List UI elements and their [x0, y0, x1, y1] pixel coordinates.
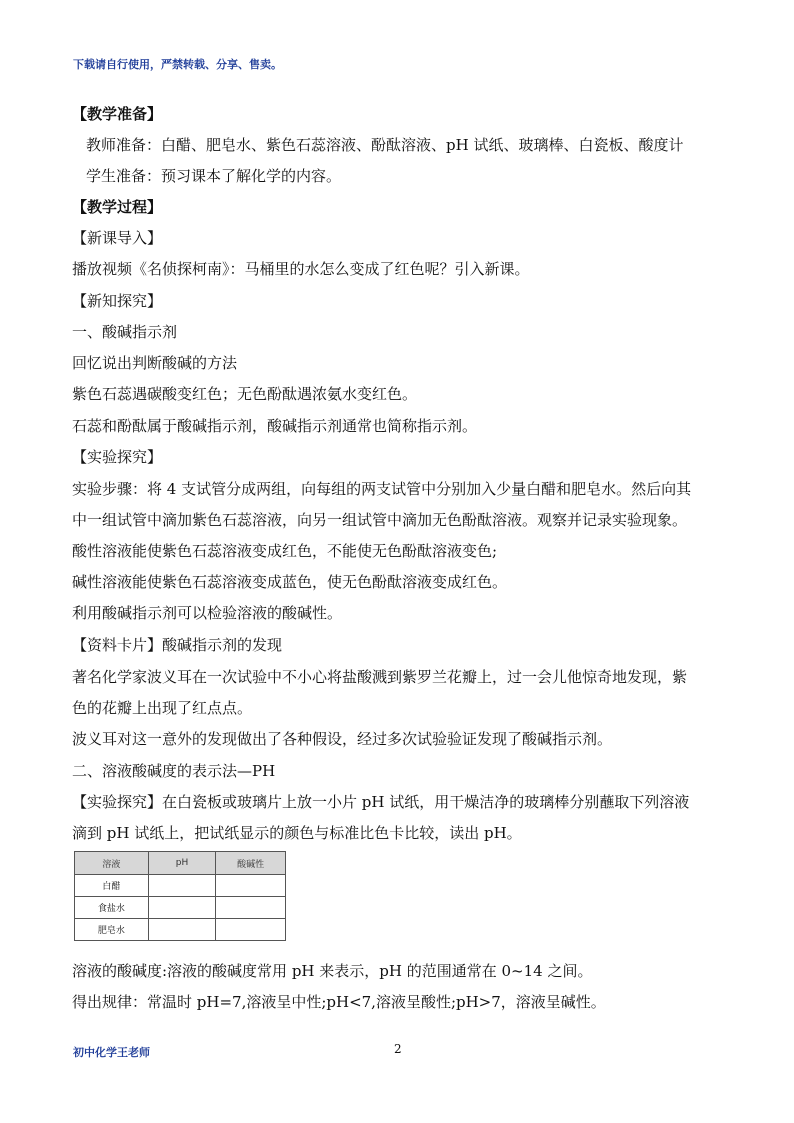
table-row — [75, 919, 286, 941]
info-card-heading: 【资料卡片】酸碱指示剂的发现 — [72, 636, 283, 654]
base-result-text: 碱性溶液能使紫色石蕊溶液变成蓝色，使无色酚酞溶液变成红色。 — [72, 573, 508, 591]
experiment-steps-line2: 中一组试管中滴加紫色石蕊溶液，向另一组试管中滴加无色酚酞溶液。观察并记录实验现象。 — [72, 511, 688, 529]
table-cell — [216, 897, 286, 919]
table-header-cell: pH — [148, 852, 216, 875]
section-heading-intro: 【新课导入】 — [72, 229, 163, 247]
table-header-cell: 溶液 — [75, 852, 149, 875]
experiment-steps-line1: 实验步骤：将 4 支试管分成两组，向每组的两支试管中分别加入少量白醋和肥皂水。然后向其 — [72, 480, 692, 498]
subheading-indicators: 一、酸碱指示剂 — [72, 323, 178, 341]
table-cell — [148, 897, 216, 919]
table-row — [75, 897, 286, 919]
table-row-label: 食盐水 — [75, 897, 149, 919]
table-row-label: 肥皂水 — [75, 919, 149, 941]
student-prep-text: 学生准备：预习课本了解化学的内容。 — [86, 167, 342, 185]
table-cell — [148, 919, 216, 941]
page-number: 2 — [394, 1042, 402, 1056]
acid-result-text: 酸性溶液能使紫色石蕊溶液变成红色，不能使无色酚酞溶液变色; — [72, 542, 498, 560]
ph-experiment-line1: 【实验探究】在白瓷板或玻璃片上放一小片 pH 试纸，用干燥洁净的玻璃棒分别蘸取下列溶液 — [72, 793, 690, 811]
indicator-definition-text: 石蕊和酚酞属于酸碱指示剂，酸碱指示剂通常也简称指示剂。 — [72, 417, 478, 435]
ph-definition-text: 溶液的酸碱度:溶液的酸碱度常用 pH 来表示，pH 的范围通常在 0~14 之间。 — [72, 962, 593, 980]
section-heading-teaching-process: 【教学过程】 — [72, 198, 163, 216]
section-heading-explore: 【新知探究】 — [72, 292, 163, 310]
ph-table — [74, 851, 286, 941]
teacher-prep-text: 教师准备：白醋、肥皂水、紫色石蕊溶液、酚酞溶液、pH 试纸、玻璃棒、白瓷板、酸度计 — [86, 136, 684, 154]
table-cell — [216, 919, 286, 941]
boyle-story-line1: 著名化学家波义耳在一次试验中不小心将盐酸溅到紫罗兰花瓣上，过一会儿他惊奇地发现，紫 — [72, 668, 688, 686]
indicator-usage-text: 利用酸碱指示剂可以检验溶液的酸碱性。 — [72, 604, 343, 622]
boyle-story-line3: 波义耳对这一意外的发现做出了各种假设，经过多次试验验证发现了酸碱指示剂。 — [72, 730, 613, 748]
footer-author: 初中化学王老师 — [73, 1046, 150, 1059]
section-heading-teaching-prep: 【教学准备】 — [72, 105, 163, 123]
table-cell — [148, 875, 216, 897]
boyle-story-line2: 色的花瓣上出现了红点点。 — [72, 699, 253, 717]
table-row — [75, 875, 286, 897]
ph-experiment-line2: 滴到 pH 试纸上，把试纸显示的颜色与标准比色卡比较，读出 pH。 — [72, 824, 522, 842]
litmus-text: 紫色石蕊遇碳酸变红色；无色酚酞遇浓氨水变红色。 — [72, 385, 418, 403]
recall-text: 回忆说出判断酸碱的方法 — [72, 354, 238, 372]
table-row-label: 白醋 — [75, 875, 149, 897]
section-heading-experiment: 【实验探究】 — [72, 448, 163, 466]
header-notice: 下载请自行使用，严禁转载、分享、售卖。 — [73, 58, 282, 71]
intro-text: 播放视频《名侦探柯南》：马桶里的水怎么变成了红色呢？引入新课。 — [72, 260, 530, 278]
table-cell — [216, 875, 286, 897]
table-header-cell: 酸碱性 — [216, 852, 286, 875]
ph-rule-text: 得出规律：常温时 pH=7,溶液呈中性;pH<7,溶液呈酸性;pH>7，溶液呈碱性。 — [72, 993, 606, 1011]
subheading-ph: 二、溶液酸碱度的表示法—PH — [72, 762, 276, 780]
table-header-row — [75, 852, 286, 875]
